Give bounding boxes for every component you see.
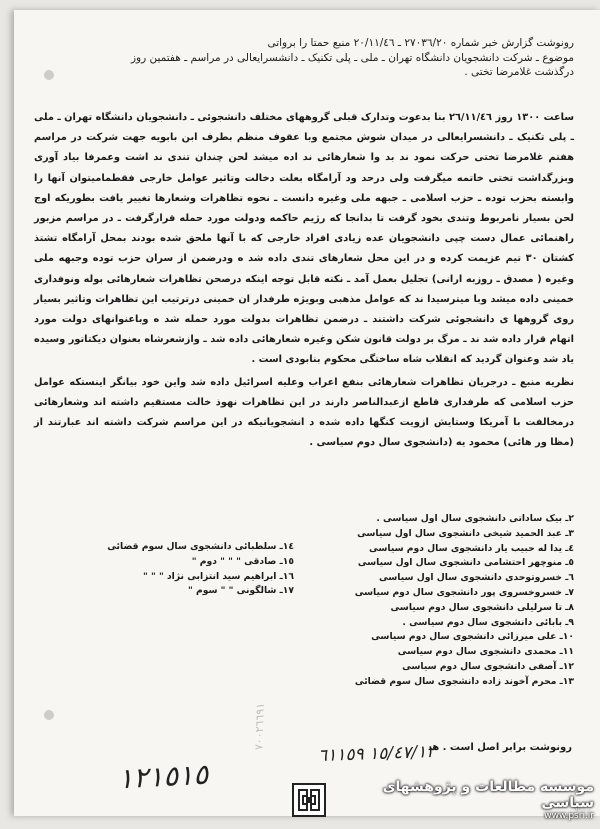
participant-list — [244, 512, 574, 690]
report-paragraph: ساعت ١٣٠٠ روز ٢٦/١١/٤٦ بنا بدعوت وتدارک قبلی گروههای مختلف دانشجوئی ـ دانشجویان دانشگاه تهران ـ ملی ـ پلی تکنیک ـ دانشسرایعالی در میدان شوش مجتمع وبا عقوف منظم بطرف ابن بابویه جهت شرکت در مراسم هفتم غلامرضا تختی حرکت نمود ند بد وا شعارهائی ند اده میشد لحن چندان تندی ند اشت وعمرفا بیاد آوری وبزرگداشت تختی خاتمه میگرفت ولی درحد ود آرامگاه بعلت دخالت وتاثیر عوامل خارجی فقطمامیتوان آنها را وابسته بحزب توده ـ حزب اسلامی ـ جبهه ملی وغیره دانست ـ نحوه تظاهرات وشعارها تغییر یافت بطوریکه اوج لحن بسیار نامربوط وتندی بخود گرفت تا بدانجا که رژیم حاکمه ودولت مورد حمله قرارگرفت ـ در مراسم مزبور راهنمائی عمال دست چپی دانشجویان عده زیادی افراد خارجی که با آنها ملحق شده بودند بمحل آرامگاه تشتذ کشتان ٣٠ تیم عزیمت کرده و در این محل شعارهای تندی داده شد ه ودرضمن از سران حزب توده وجبهه ملی وغیره ( مصدق ـ روزبه ارانی) تجلیل بعمل آمد ـ نکته قابل توجه اینکه درصحن تظاهرات شعارهائی بوله ونوفداری خمینی داده میشد وبا میترسیدا ند که عوامل مذهبی وبویژه طرفدار ان خمینی درترتیب این تظاهرات وتاثیر بسیار روی گروهها ی دانشجوئی شرکت داشتند ـ درضمن تظاهرات بدولت مورد حمله شد ه وباعنوانهای دولت مورد اتهام قرار داده شد ند ـ مرگ بر دولت قانون شکن وغیره شعارهائی داده شد ـ وازشعرشاه بعنوان دیکتاتور وسیده یاد شد وعنوان گردید که انقلاب شاه ساختگی محکوم بنابودی است . — [34, 112, 574, 366]
participant-item: ٧ـ خسروخسروی پور دانشجوی سال دوم سیاسی — [354, 586, 574, 598]
report-subject-line: موضوع ـ شرکت دانشجویان دانشگاه تهران ـ ملی ـ پلی تکنیک ـ دانشسرایعالی در مراسم ـ هفتمین روز — [130, 51, 574, 64]
participant-item: ١٦ـ ابراهیم سید انتزابی نژاد " " " — [143, 570, 294, 582]
certified-copy-note: رونوشت برابر اصل است . هـ — [428, 742, 572, 753]
institute-logo-icon — [292, 783, 326, 817]
participant-item: ٣ـ عبد الحمید شیخی دانشجوی سال اول سیاسی — [357, 527, 574, 539]
participant-item: ١٢ـ آصفی دانشجوی سال دوم سیاسی — [402, 660, 574, 672]
handwritten-reference: ١٥/٤٧/١٢ ٦١١٥٩ — [317, 741, 436, 767]
participant-item: ٦ـ خسروتوحدی دانشجوی سال اول سیاسی — [378, 572, 574, 584]
participant-item: ٢ـ بیک ساداتی دانشجوی سال اول سیاسی . — [376, 513, 574, 524]
report-header — [34, 36, 574, 80]
participant-item: ١٥ـ صادقی " " " دوم " — [191, 555, 294, 567]
participant-item: ١٧ـ شالگونی " " سوم " — [187, 585, 294, 597]
report-reference-line: رونوشت گزارش خبر شماره ٢٧٠٣٦/٢٠ ـ ٢٠/١١/٤٦ منبع حمتا را برواتی — [267, 37, 574, 49]
participant-item: ٨ـ تا سرلیلی دانشجوی سال دوم سیاسی — [390, 601, 574, 613]
participant-item: ٩ـ بابائی دانشجوی سال دوم سیاسی . — [402, 616, 574, 628]
participant-item: ١٤ـ سلطبائی دانشجوی سال سوم قضائی — [107, 541, 294, 552]
participant-item: ٤ـ یدا له حبیب یار دانشجوی سال دوم سیاسی — [369, 542, 574, 554]
handwritten-archive-code: ١٢١٥١٥ — [117, 757, 210, 796]
source-opinion-paragraph: نظریه منبع ـ درجریان تظاهرات شعارهائی بنفع اعراب وعلیه اسرائیل داده شد واین خود بیانگر اینستکه عوامل حزب اسلامی که طرفداری قاطع ازعبدالناصر دارند در این تظاهرات نهوذ خالت مستقیم داشته اند وشعارهائی درمخالفت با آمریکا وستایش ازویت کنگها داده شده د انشجویانیکه در این مراسم شرکت داشته اند عبارتند از (مظا ور هائی) محمود یه (دانشجوی سال دوم سیاسی . — [34, 376, 574, 449]
report-body — [34, 108, 574, 455]
participant-item: ١١ـ محمدی دانشجوی سال دوم سیاسی — [397, 646, 574, 658]
participant-list-continued — [24, 540, 294, 599]
faint-stamp-number: ٧٠٠٢٦٦٩١ — [252, 702, 267, 751]
report-subject-continuation: درگذشت غلامرضا تختی . — [464, 66, 574, 79]
watermark-title: موسسه مطالعات و پژوهشهای سیاسی — [382, 779, 594, 811]
institute-watermark — [292, 780, 594, 820]
logo-knot-icon — [294, 785, 324, 815]
participant-item: ١٠ـ علی میرزائی دانشجوی سال دوم سیاسی — [371, 631, 574, 643]
watermark-text — [336, 779, 594, 821]
participant-item: ٥ـ منوچهر احتشامی دانشجوی سال اول سیاسی — [357, 557, 574, 569]
watermark-url: www.psri.ir — [544, 811, 594, 821]
participant-item: ١٣ـ محرم آخوند زاده دانشجوی سال سوم قضائی — [354, 675, 574, 687]
punch-hole — [44, 710, 54, 720]
